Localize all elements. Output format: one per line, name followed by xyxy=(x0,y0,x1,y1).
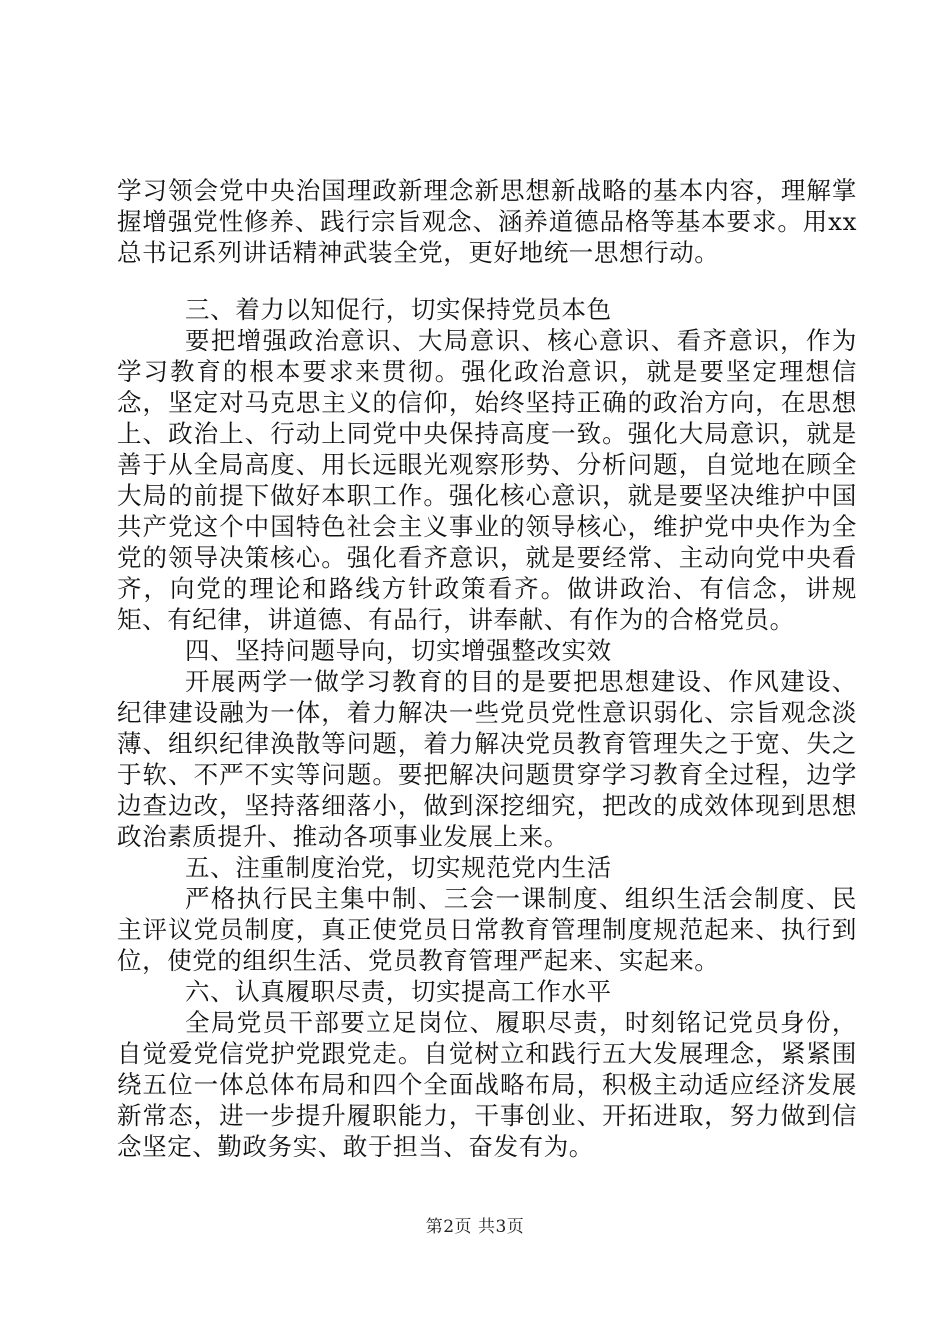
section-body-6: 全局党员干部要立足岗位、履职尽责，时刻铭记党员身份，自觉爱党信党护党跟党走。自觉树立和践行五大发展理念，紧紧围绕五位一体总体布局和四个全面战略布局，积极主动适应经济发展新常态，进一步提升履职能力，干事创业、开拓进取，努力做到信念坚定、勤政务实、敢于担当、奋发有为。 xyxy=(117,1008,857,1161)
section-heading-4: 四、坚持问题导向，切实增强整改实效 xyxy=(185,636,612,665)
page-footer: 第2页 共3页 xyxy=(425,1217,525,1237)
continuation-block xyxy=(117,175,857,268)
section-heading-3: 三、着力以知促行，切实保持党员本色 xyxy=(185,295,612,324)
section-body-5: 严格执行民主集中制、三会一课制度、组织生活会制度、民主评议党员制度，真正使党员日常教育管理制度规范起来、执行到位，使党的组织生活、党员教育管理严起来、实起来。 xyxy=(117,884,857,975)
section-body-3: 要把增强政治意识、大局意识、核心意识、看齐意识，作为学习教育的根本要求来贯彻。强化政治意识，就是要坚定理想信念，坚定对马克思主义的信仰，始终坚持正确的政治方向，在思想上、政治上、行动上同党中央保持高度一致。强化大局意识，就是善于从全局高度、用长远眼光观察形势、分析问题，自觉地在顾全大局的前提下做好本职工作。强化核心意识，就是要坚决维护中国共产党这个中国特色社会主义事业的领导核心，维护党中央作为全党的领导决策核心。强化看齐意识，就是要经常、主动向党中央看齐，向党的理论和路线方针政策看齐。做讲政治、有信念，讲规矩、有纪律，讲道德、有品行，讲奉献、有作为的合格党员。 xyxy=(117,326,857,634)
sections-block xyxy=(117,294,857,1162)
section-heading-5: 五、注重制度治党，切实规范党内生活 xyxy=(185,853,612,882)
section-body-4: 开展两学一做学习教育的目的是要把思想建设、作风建设、纪律建设融为一体，着力解决一些党员党性意识弱化、宗旨观念淡薄、组织纪律涣散等问题，着力解决党员教育管理失之于宽、失之于软、不严不实等问题。要把解决问题贯穿学习教育全过程，边学边查边改，坚持落细落小，做到深挖细究，把改的成效体现到思想政治素质提升、推动各项事业发展上来。 xyxy=(117,667,857,851)
continuation-paragraph: 学习领会党中央治国理政新理念新思想新战略的基本内容，理解掌握增强党性修养、践行宗旨观念、涵养道德品格等基本要求。用xx总书记系列讲话精神武装全党，更好地统一思想行动。 xyxy=(117,176,857,267)
section-heading-6: 六、认真履职尽责，切实提高工作水平 xyxy=(185,977,612,1006)
